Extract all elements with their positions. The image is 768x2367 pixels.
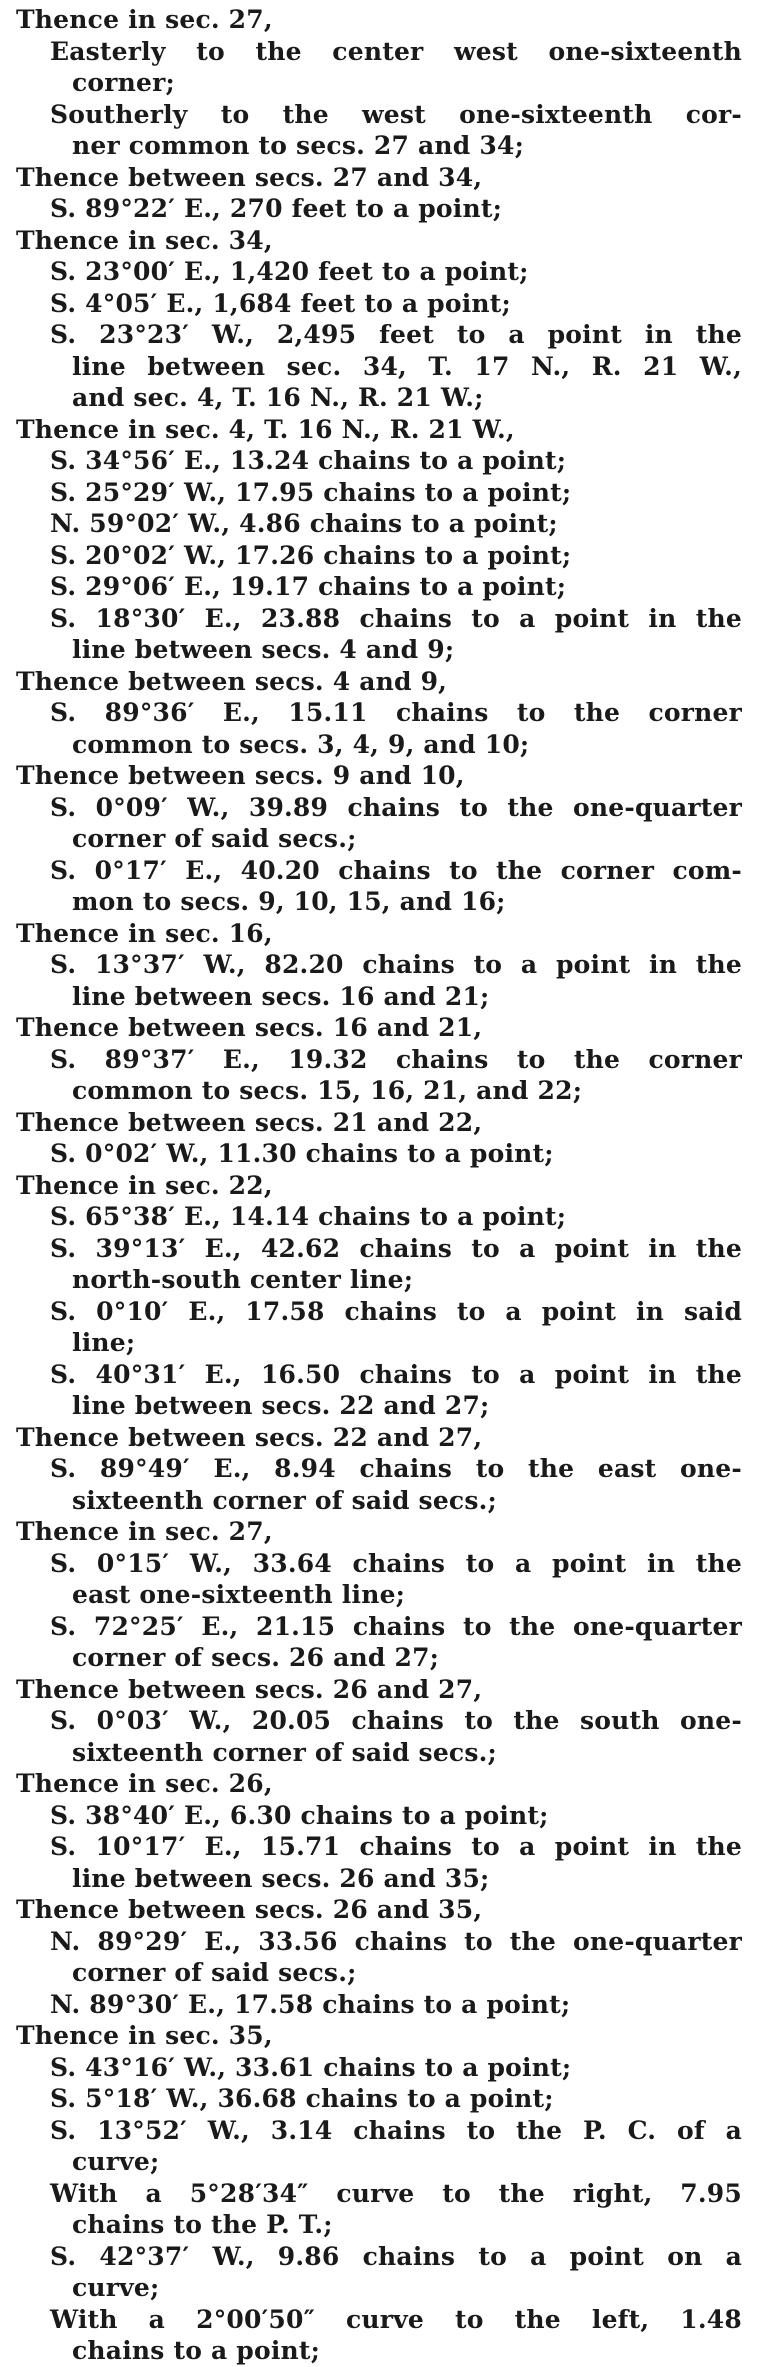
section-heading: Thence between secs. 9 and 10, [16,761,465,790]
course-line: S. 39°13′ E., 42.62 chains to a point in the [50,1233,742,1263]
section-heading: Thence between secs. 26 and 27, [16,1674,483,1704]
course-continuation: ner common to secs. 27 and 34; [72,131,524,160]
course-line: S. 89°22′ E., 270 feet to a point; [50,194,503,223]
course-line: S. 13°52′ W., 3.14 chains to the P. C. of a [50,2115,742,2145]
course-line: S. 0°02′ W., 11.30 chains to a point; [50,1139,554,1168]
course-continuation: line between secs. 26 and 35; [72,1863,490,1893]
section-heading: Thence between secs. 27 and 34, [16,162,483,192]
section-heading: Thence in sec. 22, [16,1170,273,1200]
course-line: S. 29°06′ E., 19.17 chains to a point; [50,572,567,601]
course-line: S. 0°03′ W., 20.05 chains to the south one- [50,1706,742,1735]
course-line: N. 89°29′ E., 33.56 chains to the one-quarter [50,1926,742,1956]
course-continuation: line between secs. 22 and 27; [72,1391,490,1420]
course-line: S. 10°17′ E., 15.71 chains to a point in the [50,1832,742,1861]
course-line: S. 34°56′ E., 13.24 chains to a point; [50,446,567,475]
course-continuation: mon to secs. 9, 10, 15, and 16; [72,887,506,916]
course-line: S. 0°10′ E., 17.58 chains to a point in said [50,1296,742,1326]
course-line: With a 2°00′50″ curve to the left, 1.48 [50,2304,742,2334]
document-text [16,4,742,2367]
section-heading: Thence between secs. 22 and 27, [16,1422,483,1452]
course-continuation: curve; [72,2273,160,2302]
course-line: S. 0°09′ W., 39.89 chains to the one-quarter [50,792,742,822]
section-heading: Thence in sec. 26, [16,1769,273,1798]
course-line: S. 65°38′ E., 14.14 chains to a point; [50,1202,567,1231]
course-continuation: corner of said secs.; [72,824,357,853]
course-line: S. 18°30′ E., 23.88 chains to a point in the [50,603,742,633]
section-heading: Thence in sec. 35, [16,2021,273,2050]
course-continuation: line between secs. 16 and 21; [72,981,490,1011]
course-line: S. 72°25′ E., 21.15 chains to the one-quarter [50,1611,742,1641]
course-continuation: curve; [72,2147,160,2176]
course-continuation: and sec. 4, T. 16 N., R. 21 W.; [72,383,484,412]
course-line: S. 5°18′ W., 36.68 chains to a point; [50,2084,554,2113]
course-line: Easterly to the center west one-sixteenth [50,36,742,66]
course-continuation: line between secs. 4 and 9; [72,635,455,664]
section-heading: Thence in sec. 34, [16,225,273,255]
section-heading: Thence in sec. 27, [16,5,273,34]
course-line: S. 89°36′ E., 15.11 chains to the corner [50,698,742,727]
course-continuation: corner of said secs.; [72,1958,357,1987]
section-heading: Thence between secs. 26 and 35, [16,1895,483,1924]
course-line: S. 4°05′ E., 1,684 feet to a point; [50,288,511,318]
course-line: With a 5°28′34″ curve to the right, 7.95 [50,2178,742,2208]
course-line: S. 25°29′ W., 17.95 chains to a point; [50,477,572,507]
course-continuation: sixteenth corner of said secs.; [72,1737,497,1767]
course-line: S. 23°23′ W., 2,495 feet to a point in the [50,320,742,349]
course-line: S. 43°16′ W., 33.61 chains to a point; [50,2052,572,2082]
course-continuation: chains to a point; [72,2336,321,2365]
course-line: S. 20°02′ W., 17.26 chains to a point; [50,540,572,570]
section-heading: Thence in sec. 4, T. 16 N., R. 21 W., [16,414,515,444]
section-heading: Thence in sec. 16, [16,918,273,948]
course-line: S. 0°17′ E., 40.20 chains to the corner com- [50,855,742,885]
course-line: S. 0°15′ W., 33.64 chains to a point in the [50,1548,742,1578]
course-line: N. 89°30′ E., 17.58 chains to a point; [50,1989,571,2019]
course-continuation: corner; [72,68,175,97]
course-continuation: line between sec. 34, T. 17 N., R. 21 W., [72,351,742,381]
course-continuation: sixteenth corner of said secs.; [72,1485,497,1515]
course-line: S. 13°37′ W., 82.20 chains to a point in the [50,950,742,979]
course-line: N. 59°02′ W., 4.86 chains to a point; [50,509,558,538]
section-heading: Thence between secs. 16 and 21, [16,1013,483,1042]
course-line: S. 89°49′ E., 8.94 chains to the east one- [50,1454,742,1483]
course-line: S. 23°00′ E., 1,420 feet to a point; [50,257,529,286]
section-heading: Thence between secs. 21 and 22, [16,1107,483,1137]
course-line: S. 38°40′ E., 6.30 chains to a point; [50,1800,549,1830]
course-continuation: common to secs. 15, 16, 21, and 22; [72,1076,583,1105]
course-continuation: common to secs. 3, 4, 9, and 10; [72,729,530,759]
course-continuation: north-south center line; [72,1265,414,1294]
course-line: Southerly to the west one-sixteenth cor- [50,99,742,129]
course-line: S. 40°31′ E., 16.50 chains to a point in the [50,1359,742,1389]
course-continuation: line; [72,1328,136,1357]
course-continuation: east one-sixteenth line; [72,1580,406,1609]
section-heading: Thence in sec. 27, [16,1517,273,1546]
section-heading: Thence between secs. 4 and 9, [16,666,448,696]
course-continuation: chains to the P. T.; [72,2210,333,2239]
course-line: S. 42°37′ W., 9.86 chains to a point on a [50,2241,742,2271]
course-line: S. 89°37′ E., 19.32 chains to the corner [50,1044,742,1074]
course-continuation: corner of secs. 26 and 27; [72,1643,440,1672]
